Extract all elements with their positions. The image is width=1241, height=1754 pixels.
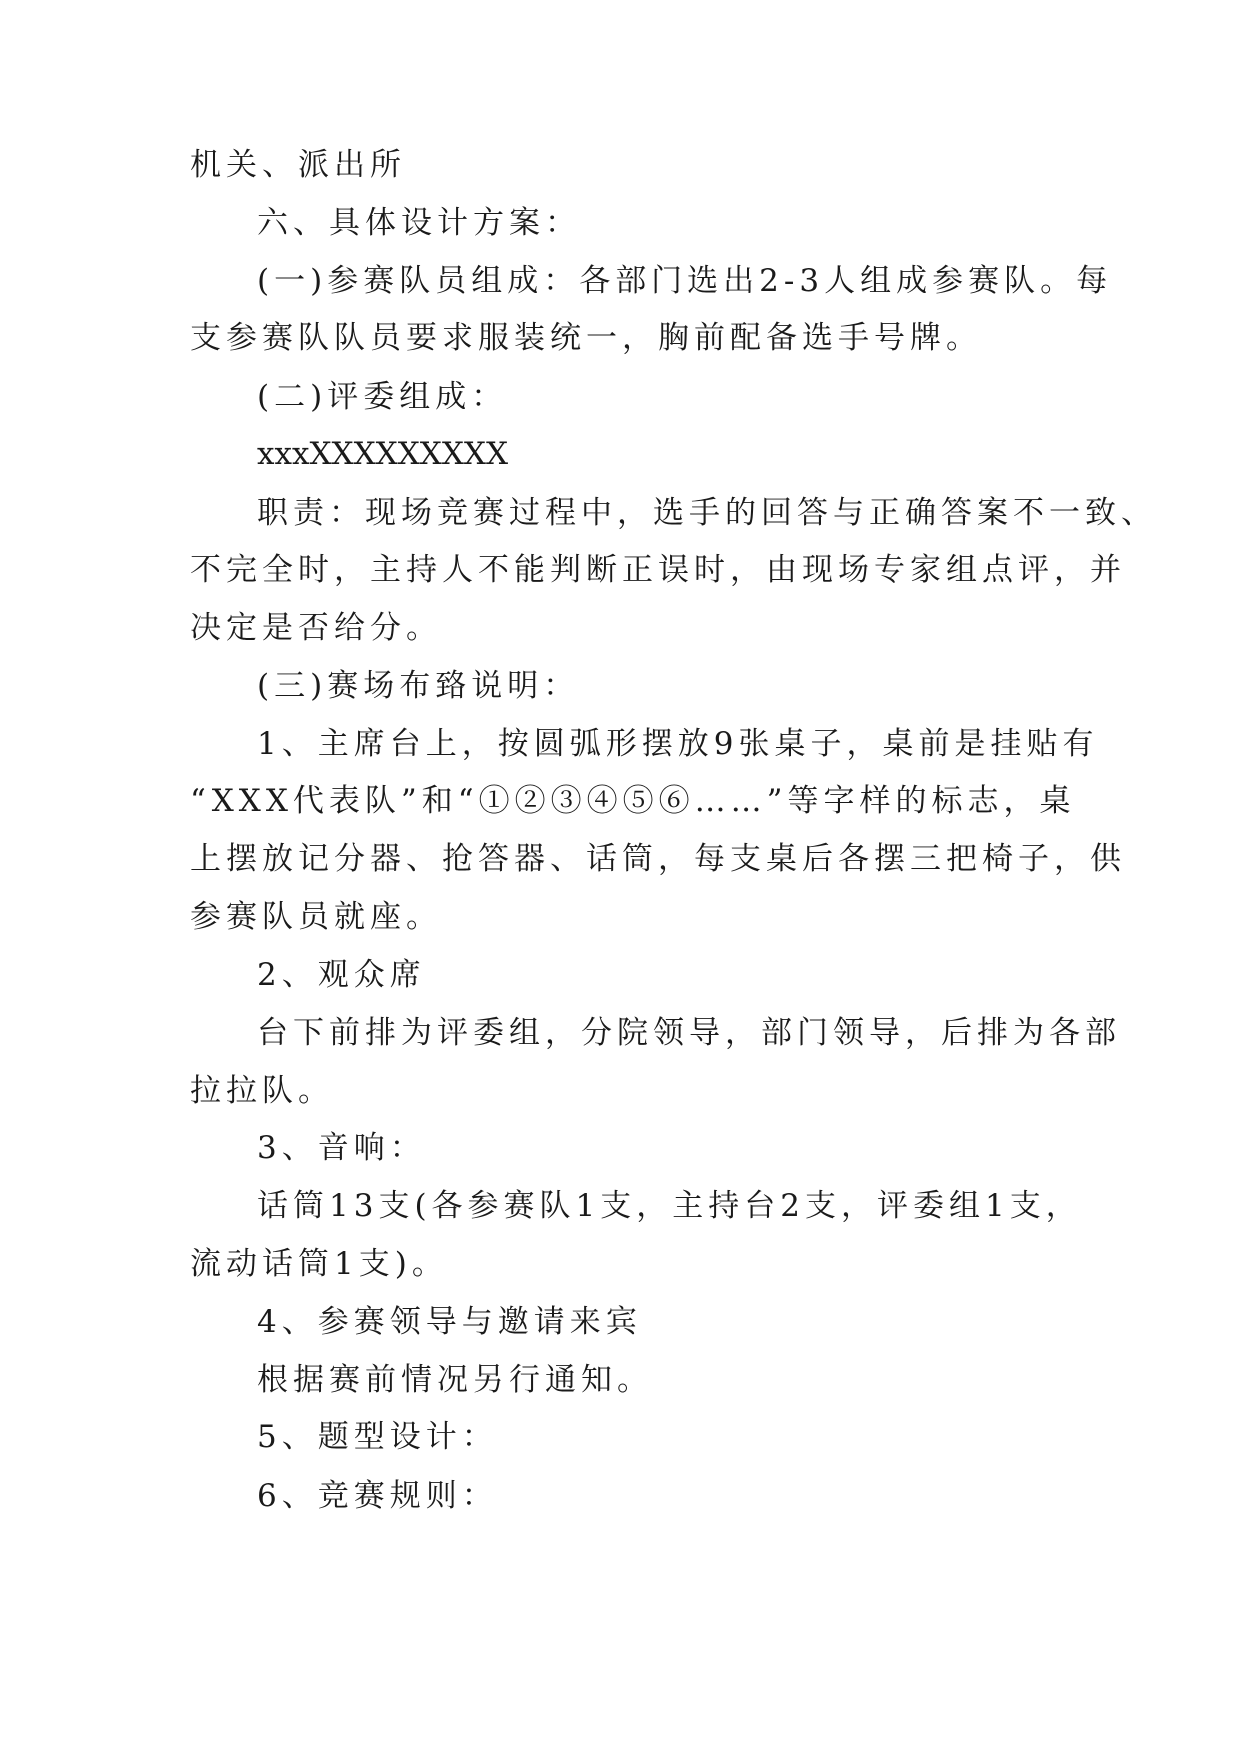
subsection-heading: (一)参赛队员组成：各部门选出2-3人组成参赛队。每 — [257, 263, 1113, 299]
text-line: “XXX代表队”和“①②③④⑤⑥……”等字样的标志，桌 — [190, 783, 1076, 819]
text-line: 拉拉队。 — [190, 1073, 334, 1109]
text-line: 5、题型设计： — [257, 1419, 498, 1455]
subsection-heading: (二)评委组成： — [257, 379, 508, 415]
text-line: 上摆放记分器、抢答器、话筒，每支桌后各摆三把椅子，供 — [190, 841, 1126, 877]
text-line: 职责：现场竞赛过程中，选手的回答与正确答案不一致、 — [257, 495, 1157, 531]
text-line: 流动话筒1支)。 — [190, 1246, 448, 1282]
text-line: 决定是否给分。 — [190, 610, 442, 646]
text-line: 不完全时，主持人不能判断正误时，由现场专家组点评，并 — [190, 552, 1126, 588]
text-line: 支参赛队队员要求服装统一，胸前配备选手号牌。 — [190, 320, 982, 356]
text-line: 台下前排为评委组，分院领导，部门领导，后排为各部 — [257, 1015, 1121, 1051]
text-line: 机关、派出所 — [190, 147, 406, 183]
section-heading: 六、具体设计方案： — [257, 205, 581, 241]
text-line: 6、竞赛规则： — [257, 1478, 498, 1514]
text-line: 根据赛前情况另行通知。 — [257, 1362, 653, 1398]
text-line: 参赛队员就座。 — [190, 899, 442, 935]
text-line: 3、音响： — [257, 1130, 426, 1166]
text-line: xxxXXXXXXXXX — [257, 436, 509, 472]
text-line: 4、参赛领导与邀请来宾 — [257, 1304, 642, 1340]
subsection-heading: (三)赛场布臵说明： — [257, 668, 580, 704]
text-line: 话筒13支(各参赛队1支，主持台2支，评委组1支， — [257, 1188, 1082, 1224]
text-line: 1、主席台上，按圆弧形摆放9张桌子，桌前是挂贴有 — [257, 726, 1099, 762]
text-line: 2、观众席 — [257, 957, 426, 993]
